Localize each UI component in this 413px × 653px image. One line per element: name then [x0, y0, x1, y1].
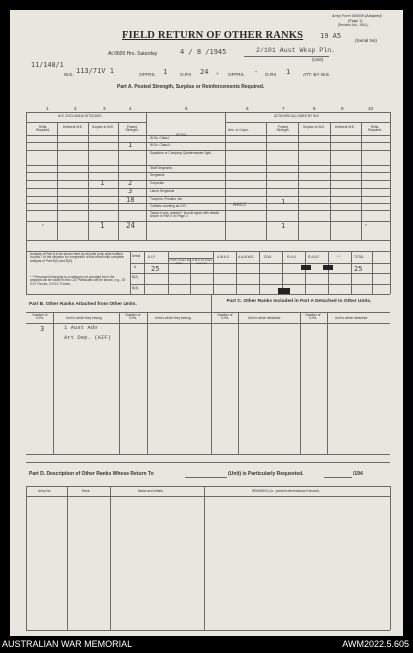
pte-posted-value: 18 — [126, 196, 135, 204]
analysis-row-b3: B(3) — [132, 286, 139, 290]
posted-strength-header: Posted Strength. — [125, 125, 139, 133]
offrs2-label: OFFRS. — [228, 72, 245, 77]
part-c-col-unit: Unit to which detached — [248, 316, 281, 320]
attached-deficient-header: Deficient W.E. — [334, 125, 356, 129]
detail-row-corporals: Corporals — [150, 181, 164, 185]
deficient-we-header: Deficient W.E. — [62, 125, 84, 129]
detail-row-lance-sgt: Lance-Sergeants — [150, 189, 175, 193]
wo1-posted-value: 1 — [128, 141, 133, 149]
part-b-col-number2: Number of O.Rs. — [125, 313, 141, 321]
form-title: FIELD RETURN OF OTHER RANKS — [122, 30, 304, 41]
analysis-row-a: A — [134, 265, 137, 269]
attached-posted-header: Posted Strength. — [276, 125, 290, 133]
return-date: 4 / 8 /1945 — [180, 48, 227, 56]
footer-institution: AUSTRALIAN WAR MEMORIAL — [2, 639, 133, 649]
col-number-8: 8 — [313, 106, 316, 111]
part-d-date-blank — [324, 477, 352, 478]
analysis-col-other: * * — [337, 255, 341, 259]
cpl-posted-value: 3 — [128, 187, 133, 195]
attached-total-value: 1 — [281, 222, 286, 230]
attached-allowed-header: ATTACHED ALLOWED BY W.E. — [274, 114, 320, 118]
detail-row-cqms: Squadron or Company Quartermaster Sgts. — [150, 151, 212, 155]
rnfts-required-header: Rnfts. Required. — [36, 125, 50, 133]
col-number-6: 6 — [246, 106, 249, 111]
attached-rnfts-header: Rnfts. Required. — [368, 125, 382, 133]
analysis-footnote: * * Personnel belonging to a category not provided for in the analysis will be shown in this Col. Particulars will be shown, e.g., 20 G.R. Forces, 10 N.Z. Forces. — [30, 275, 126, 286]
redacted-cell — [301, 265, 311, 270]
we-value: 113/71V 1 — [76, 67, 114, 75]
part-d-date-suffix: /194 — [353, 471, 363, 477]
total-surplus-value: 1 — [100, 221, 105, 230]
col-number-7: 7 — [282, 106, 285, 111]
part-d-col-remarks: REMARKS (i.e., present whereabouts if known). — [252, 489, 321, 493]
part-d-col-army-no: Army No. — [38, 489, 52, 493]
detail-row-totals: Totals of cols. marked * should agree with details shown in Part E on Page 2. — [150, 211, 219, 219]
asterisk-col1: * — [42, 223, 44, 228]
part-c-col-number: Number of O.Rs. — [217, 313, 233, 321]
part-d-title: Part D. Description of Other Ranks Whose Return To — [29, 471, 154, 477]
total-posted-value: 24 — [126, 221, 136, 230]
offrs-value: 1 — [163, 68, 168, 76]
col-number-1: 1 — [46, 106, 49, 111]
part-b-unit-line2: Art Dep. (AIF) — [64, 334, 111, 341]
col-number-9: 9 — [341, 106, 344, 111]
redacted-cell — [323, 265, 333, 270]
unit-label: (Unit) — [312, 57, 324, 62]
part-b-unit-line1: 1 Aust Adv — [64, 324, 98, 331]
part-c-col-unit2: Unit to which detached — [335, 316, 368, 320]
analysis-total-value: 25 — [354, 265, 363, 273]
attached-posted-value: 1 — [281, 198, 286, 206]
part-bc-divider — [211, 294, 212, 454]
part-d-unit-text: (Unit) is Particularly Requested. — [228, 471, 304, 477]
part-b-title: Part B. Other Ranks Attached from Other Units. — [29, 302, 137, 307]
part-b-col-number: Number of O.Rs. — [32, 313, 48, 321]
analysis-note: Analysis of Part A to be shown here by all units (only units notified in para 7 of the situation for completion of this return with complete analysis of Part B(2) and B(3). — [30, 252, 124, 263]
detail-row-civilians: Civilians counting as O.R. — [150, 204, 187, 208]
analysis-col-total: TOTAL — [354, 255, 364, 259]
part-d-col-rank: Rank. — [82, 489, 91, 493]
ors2-value: 1 — [286, 68, 291, 76]
form-ref-line2: (Page 1) — [348, 19, 363, 23]
arm-or-corps-header: Arm. or Corps. — [228, 128, 249, 132]
col-number-3: 3 — [103, 106, 106, 111]
detail-row-staff-sgt: Staff Sergeants — [150, 166, 172, 170]
analysis-col-civil: CIVIL — [264, 255, 272, 259]
analysis-row-b2: B(2) — [132, 275, 139, 279]
footer-accession: AWM2022.5.605 — [342, 639, 409, 649]
serial-number: 19 A5 — [320, 32, 342, 40]
at-hours-label: At 0600 Hrs. Saturday — [108, 51, 158, 57]
part-a-title: Part A. Posted Strength, Surplus or Reinforcements Required. — [117, 84, 265, 90]
analysis-col-ran: R.A.N. — [287, 255, 297, 259]
ors-label: O.R's — [180, 72, 192, 77]
ors-value: 24 — [200, 68, 209, 76]
asterisk-col10: * — [365, 223, 367, 228]
sgt-posted-value: 2 — [128, 179, 133, 187]
serial-label: (Serial No) — [355, 38, 377, 43]
detail-row-privates: Troopers, Privates, etc. — [150, 197, 183, 201]
analysis-col-aif: A.I.F. — [148, 255, 156, 259]
form-ref-line3: (Revised Jan., 1941.) — [338, 23, 369, 27]
part-c-col-number2: Number of O.Rs. — [305, 313, 321, 321]
table-top-border — [26, 112, 390, 113]
analysis-col-cmf-19over: C.M.F. 19 Years and over. — [192, 258, 212, 265]
analysis-detail-header: Detail — [132, 254, 141, 258]
offrs-label: OFFRS. — [139, 72, 156, 77]
part-b-number-value: 3 — [40, 325, 45, 333]
attached-surplus-header: Surplus to W.E. — [303, 125, 325, 129]
col-number-10: 10 — [368, 106, 374, 111]
detail-header: DETAIL. — [176, 133, 188, 137]
detail-row-wo1: W.Os. Class I. — [150, 136, 171, 140]
att-by-we-label: ATT. BY W.E. — [303, 72, 331, 77]
redacted-cell — [278, 288, 290, 294]
part-d-unit-blank — [185, 477, 227, 478]
part-d-col-name: Name and Initials. — [138, 489, 164, 493]
unit-name: 2/101 Aust Wksp Pln. — [256, 47, 336, 54]
detail-row-wo2: W.Os. Class II. — [150, 143, 172, 147]
we-label: W.E. — [64, 72, 74, 77]
analysis-aif-value: 25 — [151, 265, 160, 273]
analysis-col-aamws: A.A.M.W.S. — [238, 255, 255, 259]
arm-corps-value: AACC — [233, 201, 247, 208]
col-number-4: 4 — [129, 106, 132, 111]
form-page — [10, 10, 403, 636]
ors2-label: O.R's — [265, 72, 277, 77]
part-b-col-unit2: Unit to which they belong — [155, 316, 191, 320]
analysis-col-awas: A.W.A.S. — [217, 255, 230, 259]
plus-sign: + — [216, 71, 219, 76]
col-number-2: 2 — [74, 106, 77, 111]
detail-row-sergeants: Sergeants — [150, 173, 165, 177]
part-c-title: Part C. Other Ranks Included in Part A Detached to Other Units. — [226, 299, 372, 304]
offrs2-value: - — [254, 68, 259, 76]
we-excluding-attached-header: W.E. EXCLUDING ATTACHED. — [58, 114, 103, 118]
analysis-col-cmf-under19: C.M.F. Under 19 Years. — [169, 258, 190, 265]
analysis-col-raaf: R.A.A.F. — [308, 255, 320, 259]
col-number-5: 5 — [185, 106, 188, 111]
surplus-we-header: Surplus to W.E. — [92, 125, 114, 129]
sgt-surplus-value: 1 — [100, 179, 105, 187]
part-b-col-unit: Unit to which they belong — [66, 316, 102, 320]
file-reference: 11/148/1 — [31, 61, 64, 69]
form-ref-line1: Army Form W3009 (Adapted) — [332, 14, 382, 18]
